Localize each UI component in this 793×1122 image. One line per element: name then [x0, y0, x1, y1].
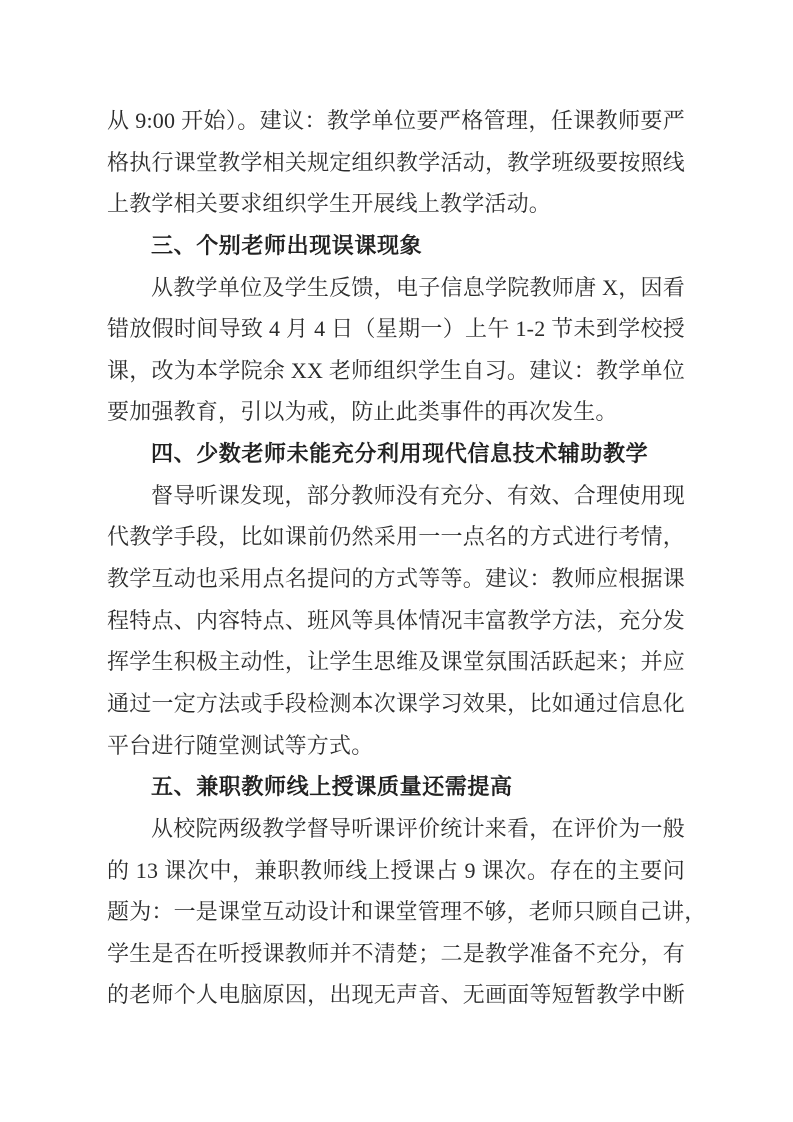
document-line: 教学互动也采用点名提问的方式等等。建议：教师应根据课 [107, 566, 685, 592]
section-heading: 五、兼职教师线上授课质量还需提高 [151, 774, 513, 800]
document-line: 课，改为本学院余 XX 老师组织学生自习。建议：教学单位 [107, 357, 685, 383]
document-line: 平台进行随堂测试等方式。 [107, 732, 374, 758]
document-line: 上教学相关要求组织学生开展线上教学活动。 [107, 191, 552, 217]
text-block [107, 100, 707, 1016]
section-heading: 三、个别老师出现误课现象 [151, 232, 423, 258]
document-line: 挥学生积极主动性，让学生思维及课堂氛围活跃起来；并应 [107, 649, 685, 675]
document-line: 的老师个人电脑原因，出现无声音、无画面等短暂教学中断 [107, 982, 685, 1008]
document-line: 从 9:00 开始）。建议：教学单位要严格管理，任课教师要严 [107, 108, 685, 133]
document-line: 题为：一是课堂互动设计和课堂管理不够，老师只顾自己讲， [107, 899, 707, 925]
document-line: 的 13 课次中，兼职教师线上授课占 9 课次。存在的主要问 [107, 857, 685, 883]
document-line: 要加强教育，引以为戒，防止此类事件的再次发生。 [107, 399, 618, 425]
document-line: 程特点、内容特点、班风等具体情况丰富教学方法，充分发 [107, 607, 685, 633]
document-line: 通过一定方法或手段检测本次课学习效果，比如通过信息化 [107, 690, 685, 716]
document-line: 学生是否在听授课教师并不清楚；二是教学准备不充分，有 [107, 940, 685, 966]
document-line: 错放假时间导致 4 月 4 日（星期一）上午 1-2 节未到学校授 [107, 316, 685, 342]
document-line: 从教学单位及学生反馈，电子信息学院教师唐 X，因看 [151, 274, 685, 300]
document-line: 格执行课堂教学相关规定组织教学活动，教学班级要按照线 [107, 149, 685, 175]
document-line: 从校院两级教学督导听课评价统计来看，在评价为一般 [151, 815, 685, 841]
section-heading: 四、少数老师未能充分利用现代信息技术辅助教学 [151, 441, 649, 467]
document-line: 督导听课发现，部分教师没有充分、有效、合理使用现 [151, 482, 685, 508]
document-line: 代教学手段，比如课前仍然采用一一点名的方式进行考情， [107, 524, 685, 550]
